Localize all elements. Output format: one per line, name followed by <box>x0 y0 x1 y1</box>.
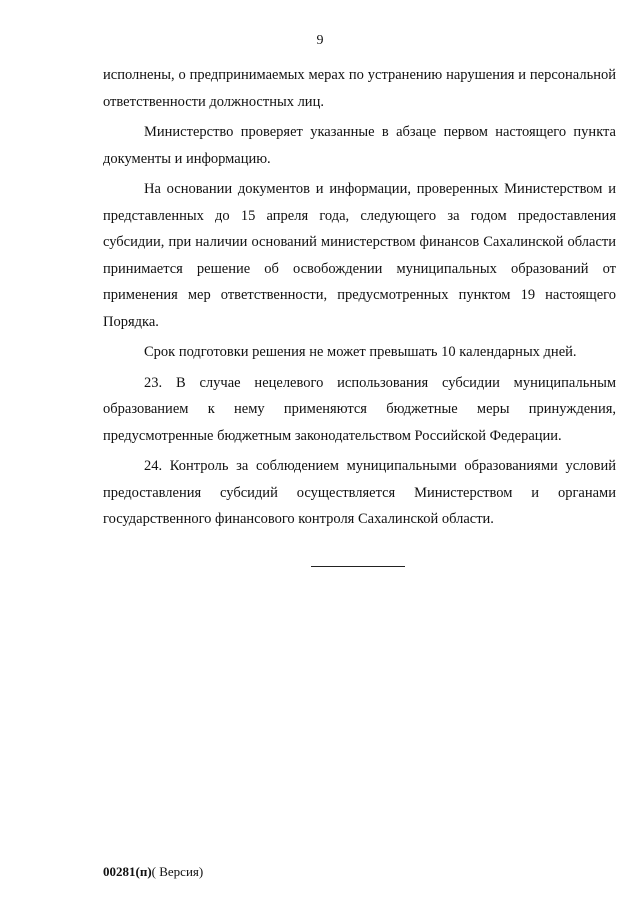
footer-version: ( Версия) <box>151 864 204 879</box>
footer-code: 00281(п) <box>103 864 152 879</box>
paragraph-item-24: 24. Контроль за соблюдением муниципальными образованиями условий предоставления субсидий осуществляется Министерством и органами государственного финансового контроля Сахалинской области. <box>103 458 616 527</box>
paragraph-ministry-check: Министерство проверяет указанные в абзаце первом настоящего пункта документы и информацию. <box>103 124 616 167</box>
page-number: 9 <box>316 33 324 48</box>
end-separator-line <box>311 566 405 567</box>
footer-document-code <box>103 864 203 880</box>
paragraph-continuation: исполнены, о предпринимаемых мерах по устранению нарушения и персональной ответственности должностных лиц. <box>103 67 616 110</box>
document-body <box>103 62 616 533</box>
paragraph-exemption-decision: На основании документов и информации, проверенных Министерством и представленных до 15 апреля года, следующего за годом предоставления субсидии, при наличии оснований министерством финансов Сахалинской области принимается решение об освобождении муниципальных образований от применения мер ответственности, предусмотренных пунктом 19 настоящего Порядка. <box>103 181 616 330</box>
paragraph-item-23: 23. В случае нецелевого использования субсидии муниципальным образованием к нему применяются бюджетные меры принуждения, предусмотренные бюджетным законодательством Российской Федерации. <box>103 374 616 444</box>
paragraph-decision-deadline: Срок подготовки решения не может превышать 10 календарных дней. <box>144 344 577 360</box>
